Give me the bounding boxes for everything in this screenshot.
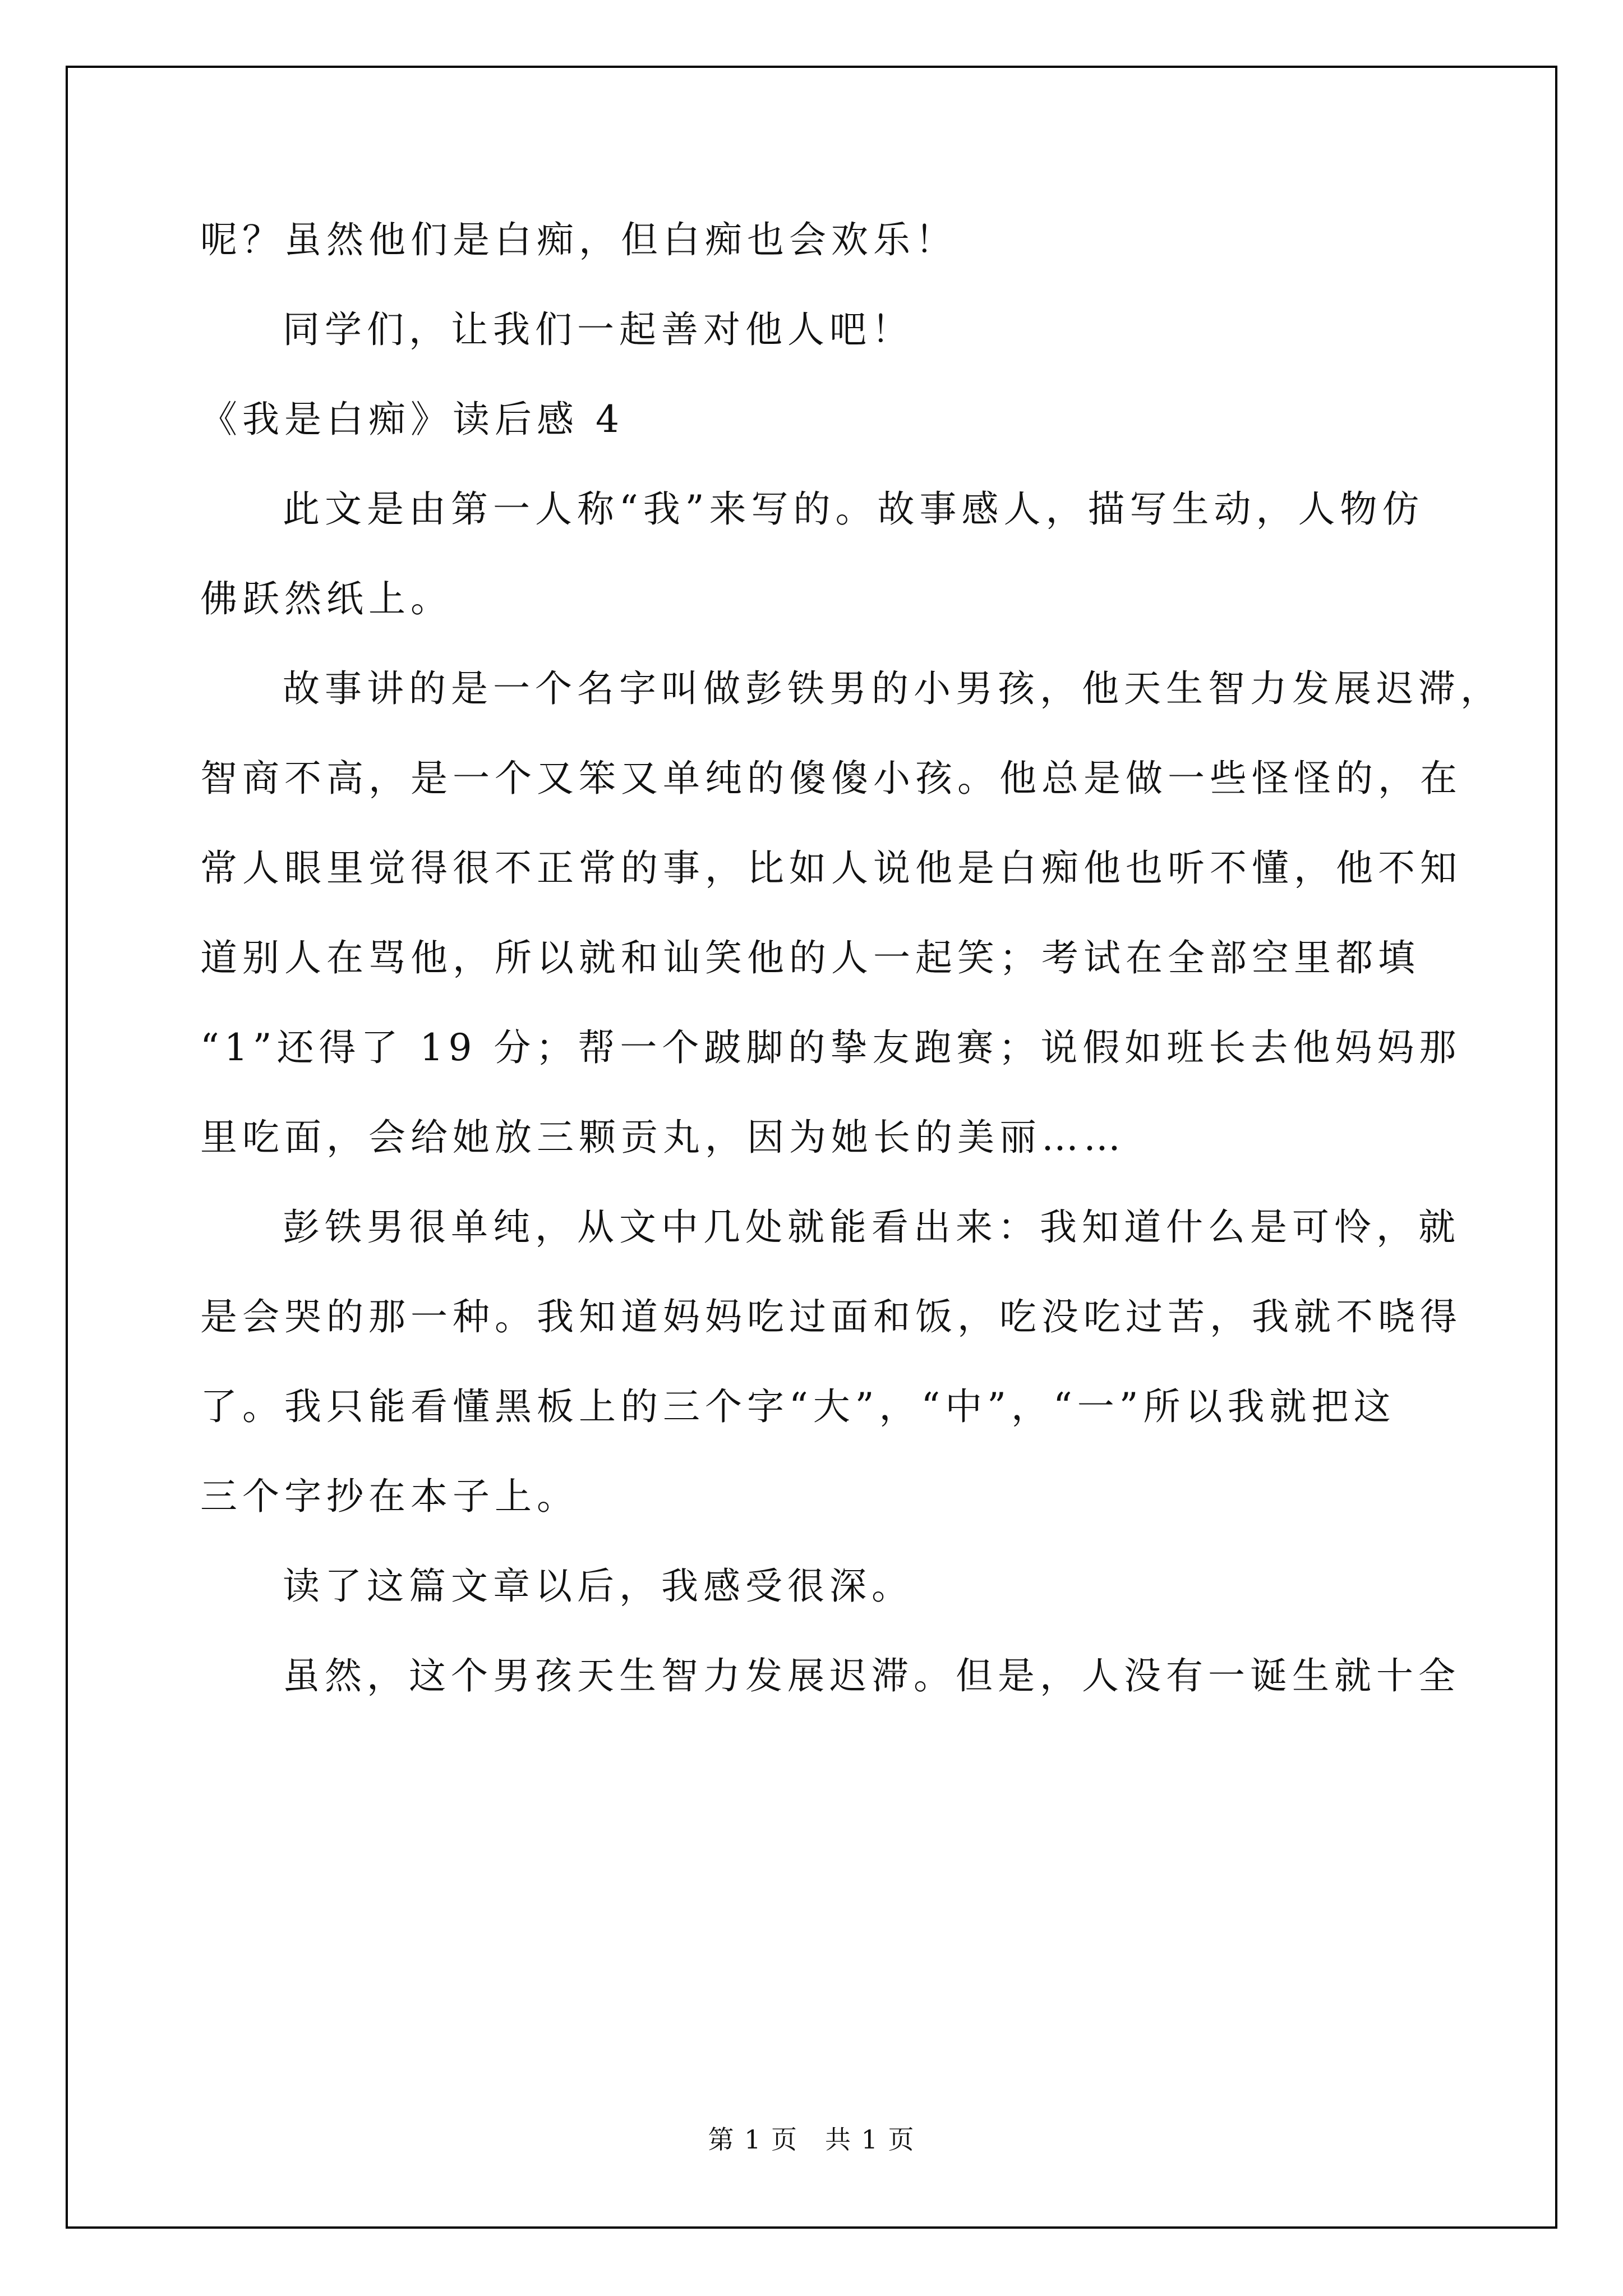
paragraph-line: 同学们，让我们一起善对他人吧！ bbox=[283, 308, 914, 351]
paragraph-line: 是会哭的那一种。我知道妈妈吃过面和饭，吃没吃过苦，我就不晓得 bbox=[200, 1295, 1462, 1338]
paragraph-line: 此文是由第一人称“我”来写的。故事感人，描写生动，人物仿 bbox=[283, 487, 1424, 531]
page-number-footer: 第 1 页 共 1 页 bbox=[708, 2124, 915, 2155]
paragraph-line: 呢？虽然他们是白痴，但白痴也会欢乐！ bbox=[200, 218, 957, 261]
paragraph-line: 故事讲的是一个名字叫做彭铁男的小男孩，他天生智力发展迟滞， bbox=[283, 667, 1502, 710]
paragraph-line: 智商不高，是一个又笨又单纯的傻傻小孩。他总是做一些怪怪的，在 bbox=[200, 757, 1462, 800]
paragraph-line: 彭铁男很单纯，从文中几处就能看出来：我知道什么是可怜，就 bbox=[283, 1205, 1460, 1249]
paragraph-line: 里吃面，会给她放三颗贡丸，因为她长的美丽…… bbox=[200, 1116, 1126, 1159]
paragraph-line: 道别人在骂他，所以就和讪笑他的人一起笑；考试在全部空里都填 bbox=[200, 936, 1420, 979]
paragraph-line: 虽然，这个男孩天生智力发展迟滞。但是，人没有一诞生就十全 bbox=[283, 1654, 1460, 1697]
paragraph-line: 读了这篇文章以后，我感受很深。 bbox=[283, 1565, 914, 1608]
paragraph-line: “1”还得了 19 分；帮一个跛脚的挚友跑赛；说假如班长去他妈妈那 bbox=[200, 1026, 1461, 1069]
paragraph-line: 三个字抄在本子上。 bbox=[200, 1475, 579, 1518]
paragraph-line: 常人眼里觉得很不正常的事，比如人说他是白痴他也听不懂，他不知 bbox=[200, 846, 1462, 890]
paragraph-line: 了。我只能看懂黑板上的三个字“大”，“中”，“一”所以我就把这 bbox=[200, 1385, 1396, 1428]
section-heading: 《我是白痴》读后感 4 bbox=[200, 398, 624, 441]
paragraph-line: 佛跃然纸上。 bbox=[200, 577, 453, 620]
